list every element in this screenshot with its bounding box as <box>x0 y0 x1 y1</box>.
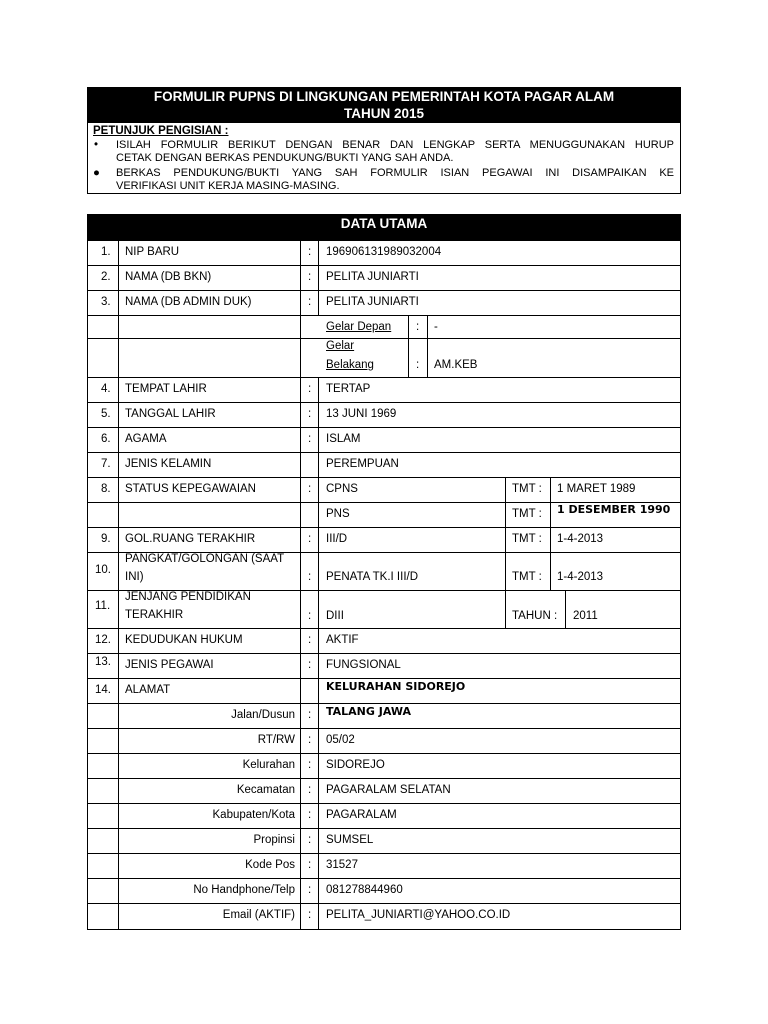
colon: : <box>308 533 312 545</box>
bullet-1-marker: • <box>94 139 99 151</box>
row-number: 4. <box>101 383 111 395</box>
row-number: 10. <box>95 564 111 576</box>
row-number: 14. <box>95 684 111 696</box>
colon: : <box>308 296 312 308</box>
colon: : <box>416 359 420 371</box>
col-divider-tahun-value <box>565 590 566 628</box>
kodepos-label: Kode Pos <box>245 859 295 871</box>
email-value[interactable]: PELITA_JUNIARTI@YAHOO.CO.ID <box>326 909 511 921</box>
gelar-depan-value[interactable]: - <box>434 321 438 333</box>
colon: : <box>308 271 312 283</box>
tanggal-lahir-value[interactable]: 13 JUNI 1969 <box>326 408 397 420</box>
colon: : <box>308 433 312 445</box>
col-divider-tmt <box>505 477 506 628</box>
row-number: 1. <box>101 246 111 258</box>
tempat-lahir-value[interactable]: TERTAP <box>326 383 371 395</box>
tmt-label: TMT : <box>512 508 542 520</box>
tmt-cpns-value[interactable]: 1 MARET 1989 <box>557 483 636 495</box>
gol-ruang-value[interactable]: III/D <box>326 533 348 545</box>
gelar-belakang-label-line2: Belakang <box>326 359 374 371</box>
row-divider <box>87 338 681 339</box>
pangkat-label-line1: PANGKAT/GOLONGAN (SAAT <box>125 553 285 565</box>
row-divider <box>87 678 681 679</box>
tanggal-lahir-label: TANGGAL LAHIR <box>125 408 216 420</box>
row-divider <box>87 803 681 804</box>
row-divider <box>87 377 681 378</box>
kedudukan-value[interactable]: AKTIF <box>326 634 359 646</box>
nama-bkn-label: NAMA (DB BKN) <box>125 271 212 283</box>
row-divider <box>87 427 681 428</box>
jenis-pegawai-value[interactable]: FUNGSIONAL <box>326 659 401 671</box>
form-title-line1: FORMULIR PUPNS DI LINGKUNGAN PEMERINTAH KOTA PAGAR ALAM <box>153 89 615 104</box>
row-divider <box>87 477 681 478</box>
gelar-belakang-label-line1: Gelar <box>326 340 355 352</box>
row-number: 5. <box>101 408 111 420</box>
nama-duk-value[interactable]: PELITA JUNIARTI <box>326 296 419 308</box>
row-divider <box>87 828 681 829</box>
status-cpns-value[interactable]: CPNS <box>326 483 358 495</box>
tahun-label: TAHUN : <box>512 610 558 622</box>
row-number: 13. <box>95 656 111 668</box>
rtrw-value[interactable]: 05/02 <box>326 734 355 746</box>
kedudukan-label: KEDUDUKAN HUKUM <box>125 634 243 646</box>
row-number: 7. <box>101 458 111 470</box>
jenis-kelamin-label: JENIS KELAMIN <box>125 458 212 470</box>
colon: : <box>308 246 312 258</box>
colon: : <box>308 759 312 771</box>
tempat-lahir-label: TEMPAT LAHIR <box>125 383 207 395</box>
hp-label: No Handphone/Telp <box>193 884 295 896</box>
row-number: 8. <box>101 483 111 495</box>
gelar-divider-1 <box>408 315 409 377</box>
pendidikan-label-line1: JENJANG PENDIDIKAN <box>125 591 251 603</box>
jalan-value[interactable]: TALANG JAWA <box>326 705 412 718</box>
colon: : <box>308 809 312 821</box>
status-label: STATUS KEPEGAWAIAN <box>125 483 256 495</box>
gol-ruang-label: GOL.RUANG TERAKHIR <box>125 533 256 545</box>
col-divider-colon <box>318 240 319 315</box>
status-pns-value[interactable]: PNS <box>326 508 350 520</box>
kecamatan-value[interactable]: PAGARALAM SELATAN <box>326 784 451 796</box>
pendidikan-label-line2: TERAKHIR <box>125 609 184 621</box>
colon: : <box>308 709 312 721</box>
rtrw-label: RT/RW <box>257 734 295 746</box>
tmt-label: TMT : <box>512 483 542 495</box>
tmt-label: TMT : <box>512 533 542 545</box>
colon: : <box>308 634 312 646</box>
alamat-value[interactable]: KELURAHAN SIDOREJO <box>326 680 466 693</box>
row-number: 11. <box>95 600 111 612</box>
email-label: Email (AKTIF) <box>222 909 295 921</box>
tahun-value[interactable]: 2011 <box>573 610 598 622</box>
colon: : <box>308 483 312 495</box>
jalan-label: Jalan/Dusun <box>231 709 295 721</box>
colon: : <box>308 734 312 746</box>
gelar-divider-2 <box>427 315 428 377</box>
agama-label: AGAMA <box>125 433 167 445</box>
colon: : <box>308 884 312 896</box>
row-divider <box>87 778 681 779</box>
colon: : <box>308 834 312 846</box>
jenis-pegawai-label: JENIS PEGAWAI <box>125 659 214 671</box>
colon: : <box>308 909 312 921</box>
row-divider <box>87 240 681 241</box>
bullet-2-marker: ● <box>93 167 100 179</box>
colon: : <box>416 321 420 333</box>
instructions-heading: PETUNJUK PENGISIAN : <box>93 125 229 137</box>
agama-value[interactable]: ISLAM <box>326 433 361 445</box>
kodepos-value[interactable]: 31527 <box>326 859 358 871</box>
row-divider <box>87 753 681 754</box>
tmt-pangkat-value[interactable]: 1-4-2013 <box>557 571 604 583</box>
row-divider <box>87 452 681 453</box>
row-number: 6. <box>101 433 111 445</box>
hp-value[interactable]: 081278844960 <box>326 884 403 896</box>
colon: : <box>308 571 312 583</box>
row-divider <box>87 265 681 266</box>
bullet-1-line1: ISILAH FORMULIR BERIKUT DENGAN BENAR DAN LENGKAP SERTA MENUGGUNAKAN HURUP <box>116 139 674 151</box>
colon: : <box>308 659 312 671</box>
col-divider-no <box>118 240 119 930</box>
section-title: DATA UTAMA <box>87 214 681 240</box>
tmt-label: TMT : <box>512 571 542 583</box>
row-divider <box>87 315 681 316</box>
row-divider <box>87 728 681 729</box>
pangkat-label-line2: INI) <box>125 571 144 583</box>
row-number: 12. <box>95 634 111 646</box>
pendidikan-value[interactable]: DIII <box>326 610 344 622</box>
kelurahan-label: Kelurahan <box>242 759 295 771</box>
propinsi-label: Propinsi <box>253 834 295 846</box>
bullet-2-line2: VERIFIKASI UNIT KERJA MASING-MASING. <box>116 180 340 192</box>
row-number: 9. <box>101 533 111 545</box>
propinsi-value[interactable]: SUMSEL <box>326 834 374 846</box>
row-divider <box>87 402 681 403</box>
col-divider-colon <box>318 377 319 930</box>
nip-value[interactable]: 196906131989032004 <box>326 246 442 258</box>
nama-bkn-value[interactable]: PELITA JUNIARTI <box>326 271 419 283</box>
kecamatan-label: Kecamatan <box>236 784 295 796</box>
row-number: 3. <box>101 296 111 308</box>
tmt-gol-value[interactable]: 1-4-2013 <box>557 533 604 545</box>
form-title-line2: TAHUN 2015 <box>343 106 425 121</box>
colon: : <box>308 859 312 871</box>
alamat-label: ALAMAT <box>125 684 171 696</box>
col-divider-label <box>300 240 301 930</box>
row-divider <box>87 653 681 654</box>
form-title <box>87 87 681 123</box>
row-divider <box>87 853 681 854</box>
row-divider <box>87 903 681 904</box>
nip-label: NIP BARU <box>125 246 180 258</box>
colon: : <box>308 383 312 395</box>
pangkat-value[interactable]: PENATA TK.I III/D <box>326 571 419 583</box>
row-divider <box>87 527 681 528</box>
gelar-depan-label: Gelar Depan <box>326 321 392 333</box>
colon: : <box>308 408 312 420</box>
jenis-kelamin-value[interactable]: PEREMPUAN <box>326 458 399 470</box>
tmt-pns-value[interactable]: 1 DESEMBER 1990 <box>557 503 671 516</box>
col-divider-tmt-value <box>550 477 551 590</box>
gelar-belakang-value[interactable]: AM.KEB <box>434 359 478 371</box>
row-divider <box>87 878 681 879</box>
row-number: 2. <box>101 271 111 283</box>
kelurahan-value[interactable]: SIDOREJO <box>326 759 385 771</box>
row-divider <box>87 628 681 629</box>
colon: : <box>308 610 312 622</box>
row-divider <box>87 703 681 704</box>
row-divider <box>87 290 681 291</box>
kabupaten-value[interactable]: PAGARALAM <box>326 809 397 821</box>
colon: : <box>308 784 312 796</box>
nama-duk-label: NAMA (DB ADMIN DUK) <box>125 296 252 308</box>
kabupaten-label: Kabupaten/Kota <box>212 809 295 821</box>
bullet-1-line2: CETAK DENGAN BERKAS PENDUKUNG/BUKTI YANG SAH ANDA. <box>116 152 454 164</box>
bullet-2-line1: BERKAS PENDUKUNG/BUKTI YANG SAH FORMULIR ISIAN PEGAWAI INI DISAMPAIKAN KE <box>116 167 674 179</box>
